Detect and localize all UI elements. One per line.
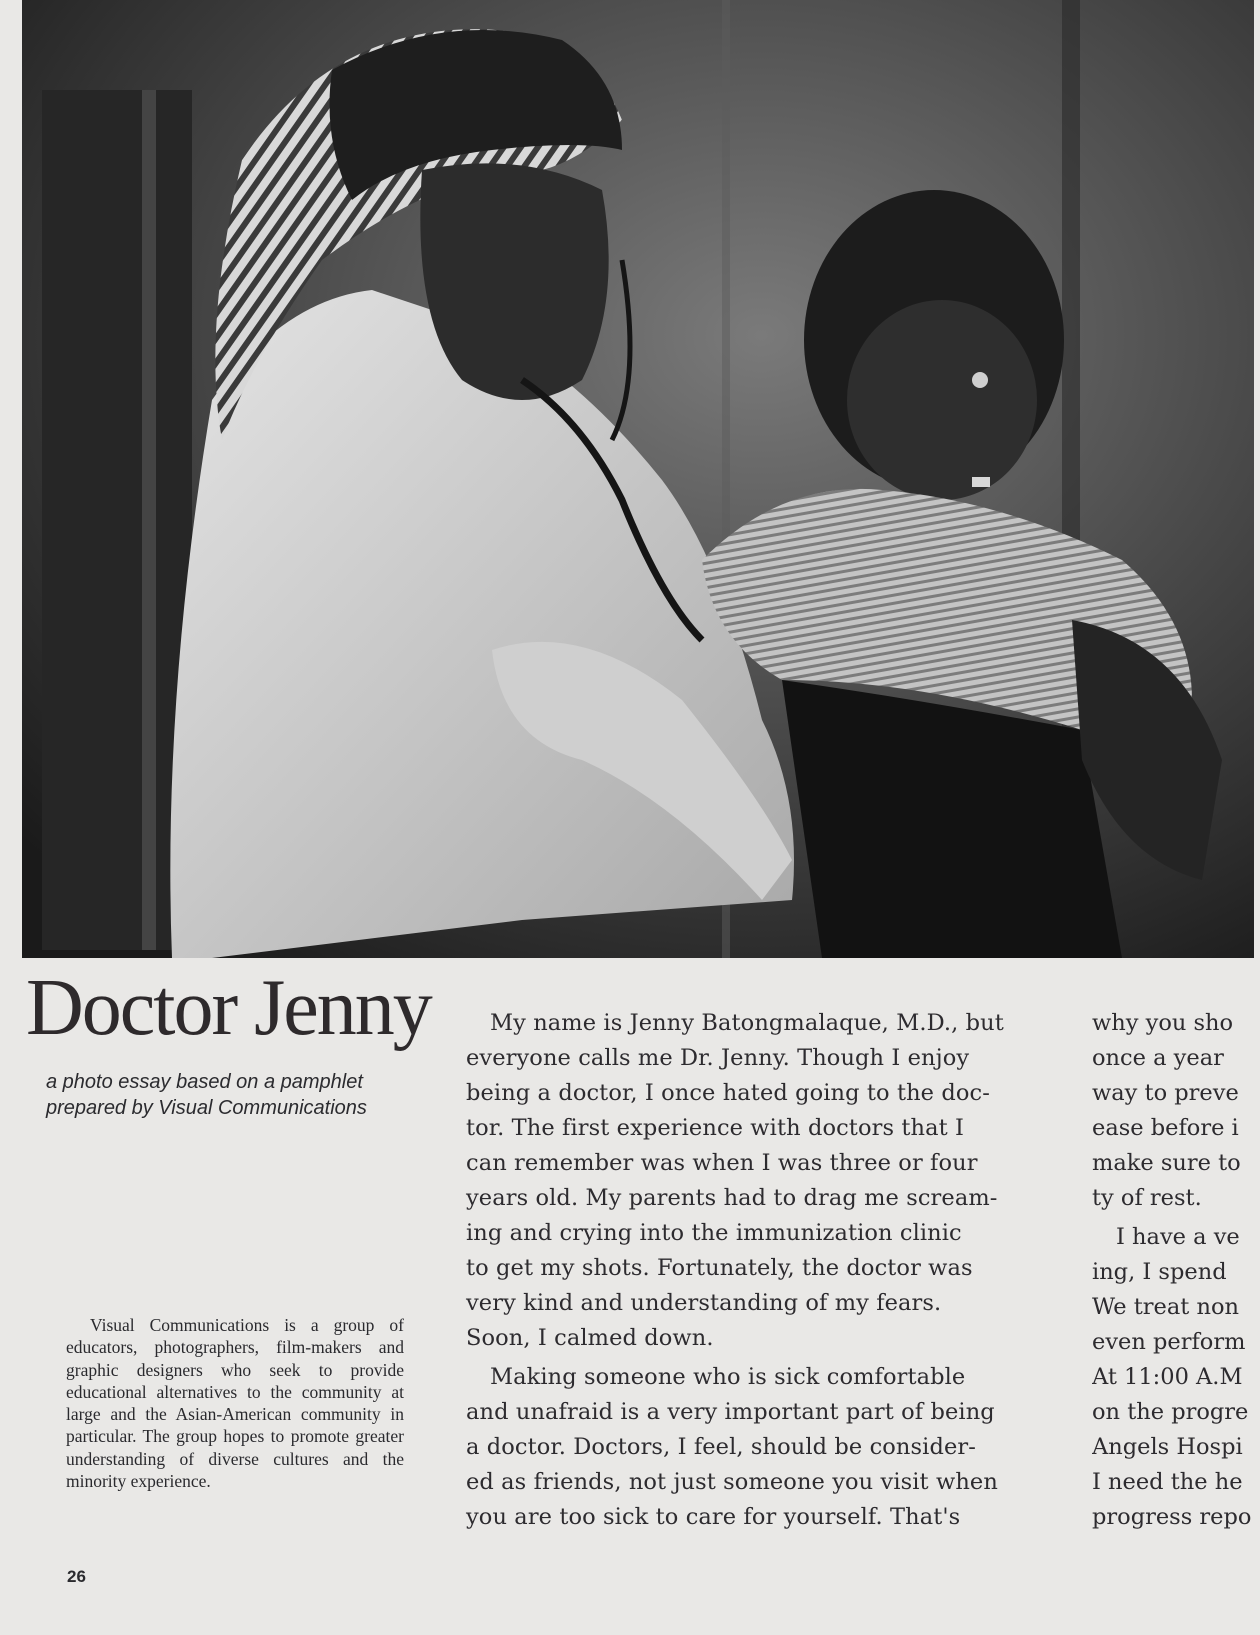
body-line: years old. My parents had to drag me scream- bbox=[466, 1185, 998, 1211]
body-line: on the progre bbox=[1092, 1399, 1249, 1425]
body-line: being a doctor, I once hated going to the doc- bbox=[466, 1080, 990, 1106]
body-line: very kind and understanding of my fears. bbox=[466, 1290, 942, 1316]
body-line: can remember was when I was three or four bbox=[466, 1150, 978, 1176]
body-line: you are too sick to care for yourself. That's bbox=[466, 1504, 961, 1530]
photo-illustration bbox=[22, 0, 1254, 958]
body-line: We treat non bbox=[1092, 1294, 1240, 1320]
body-line: I have a ve bbox=[1116, 1224, 1240, 1250]
body-line: why you sho bbox=[1092, 1010, 1234, 1036]
body-line: tor. The first experience with doctors that I bbox=[466, 1115, 964, 1141]
body-line: once a year bbox=[1092, 1045, 1224, 1071]
about-visual-communications: Visual Communications is a group of educators, photographers, film-makers and graphic designers who seek to provide educational alternatives to the community at large and the Asian-American community in particular. The group hopes to promote greater understanding of diverse cultures and the minority experience. bbox=[66, 1315, 404, 1492]
body-line: Soon, I calmed down. bbox=[466, 1325, 714, 1351]
body-line: At 11:00 A.M bbox=[1092, 1364, 1243, 1390]
body-line: ing and crying into the immunization clinic bbox=[466, 1220, 962, 1246]
body-line: even perform bbox=[1092, 1329, 1246, 1355]
body-line: ease before i bbox=[1092, 1115, 1239, 1141]
subtitle-line: a photo essay based on a pamphlet bbox=[46, 1071, 363, 1093]
body-line: ty of rest. bbox=[1092, 1185, 1202, 1211]
article-subtitle bbox=[46, 1069, 446, 1121]
subtitle-line: prepared by Visual Communications bbox=[46, 1097, 367, 1119]
body-line: Angels Hospi bbox=[1092, 1434, 1243, 1460]
body-line: progress repo bbox=[1092, 1504, 1252, 1530]
page-number: 26 bbox=[67, 1567, 86, 1586]
body-line: way to preve bbox=[1092, 1080, 1239, 1106]
body-line: and unafraid is a very important part of being bbox=[466, 1399, 995, 1425]
article-title: Doctor Jenny bbox=[26, 964, 431, 1052]
body-column-right bbox=[1092, 1006, 1260, 1566]
body-line: Making someone who is sick comfortable bbox=[490, 1364, 966, 1390]
body-line: ed as friends, not just someone you visit when bbox=[466, 1469, 998, 1495]
body-line: My name is Jenny Batongmalaque, M.D., but bbox=[490, 1010, 1004, 1036]
body-column-main bbox=[466, 1006, 1076, 1535]
body-line: to get my shots. Fortunately, the doctor was bbox=[466, 1255, 973, 1281]
body-line: make sure to bbox=[1092, 1150, 1241, 1176]
body-line: I need the he bbox=[1092, 1469, 1243, 1495]
body-line: ing, I spend bbox=[1092, 1259, 1227, 1285]
body-line: everyone calls me Dr. Jenny. Though I enjoy bbox=[466, 1045, 970, 1071]
article-photo bbox=[22, 0, 1254, 958]
body-line: a doctor. Doctors, I feel, should be consider- bbox=[466, 1434, 976, 1460]
